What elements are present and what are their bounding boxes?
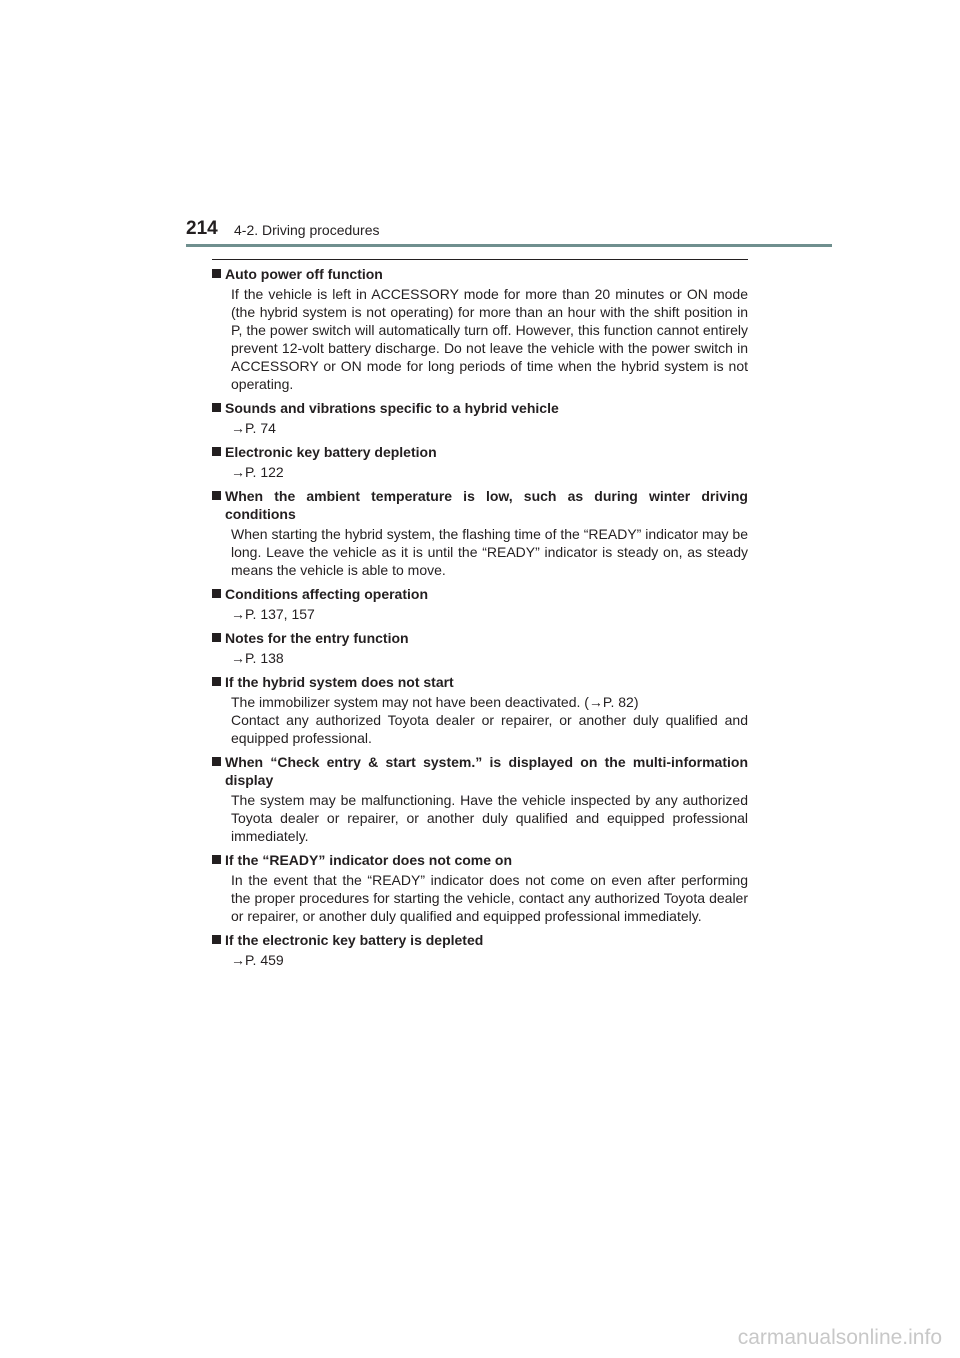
item-heading: When the ambient temperature is low, such as during winter driving conditions xyxy=(225,488,748,522)
item-auto-power-off xyxy=(212,265,748,393)
item-entry-function-notes xyxy=(212,629,748,667)
page-header xyxy=(186,218,836,244)
item-low-temperature xyxy=(212,487,748,579)
square-bullet-icon xyxy=(212,447,221,456)
page-number: 214 xyxy=(186,218,218,239)
square-bullet-icon xyxy=(212,491,221,500)
item-sounds-vibrations xyxy=(212,399,748,437)
square-bullet-icon xyxy=(212,935,221,944)
page-reference-link[interactable]: →P. 74 xyxy=(231,420,276,436)
square-bullet-icon xyxy=(212,757,221,766)
item-body: Contact any authorized Toyota dealer or repairer, or another duly qualified and equipped professional. xyxy=(231,712,748,746)
content-top-rule xyxy=(212,259,748,260)
page-reference-link[interactable]: →P. 122 xyxy=(231,464,284,480)
item-heading: If the “READY” indicator does not come on xyxy=(225,852,513,868)
item-body: If the vehicle is left in ACCESSORY mode for more than 20 minutes or ON mode (the hybrid system is not operating) for more than an hour with the shift position in P, the power switch will automatically turn off. However, this function cannot entirely prevent 12-volt battery discharge. Do not leave the vehicle with the power switch in ACCESSORY or ON mode for long periods of time when the hybrid system is not operating. xyxy=(231,286,748,392)
item-check-entry-start-system xyxy=(212,753,748,845)
item-body: The immobilizer system may not have been deactivated. (→P. 82) xyxy=(231,694,639,710)
item-key-battery-depleted xyxy=(212,931,748,969)
item-body: When starting the hybrid system, the flashing time of the “READY” indicator may be long. Leave the vehicle as it is until the “READY” indicator is steady on, as steady means the vehicle is able to move. xyxy=(231,526,748,578)
square-bullet-icon xyxy=(212,403,221,412)
item-heading: Notes for the entry function xyxy=(225,630,409,646)
item-body: In the event that the “READY” indicator does not come on even after performing the proper procedures for starting the vehicle, contact any authorized Toyota dealer or repairer, or another duly qualified and equipped professional immediately. xyxy=(231,872,748,924)
item-key-battery-depletion xyxy=(212,443,748,481)
item-heading: If the hybrid system does not start xyxy=(225,674,454,690)
square-bullet-icon xyxy=(212,589,221,598)
item-heading: Conditions affecting operation xyxy=(225,586,428,602)
square-bullet-icon xyxy=(212,633,221,642)
item-heading: Electronic key battery depletion xyxy=(225,444,437,460)
square-bullet-icon xyxy=(212,269,221,278)
item-ready-indicator xyxy=(212,851,748,925)
item-heading: If the electronic key battery is depleted xyxy=(225,932,484,948)
square-bullet-icon xyxy=(212,855,221,864)
section-title: 4-2. Driving procedures xyxy=(234,222,380,238)
item-heading: Sounds and vibrations specific to a hybrid vehicle xyxy=(225,400,559,416)
item-heading: When “Check entry & start system.” is displayed on the multi-information display xyxy=(225,754,748,788)
watermark: carmanualsonline.info xyxy=(737,1326,942,1349)
item-heading: Auto power off function xyxy=(225,266,383,282)
content xyxy=(212,265,748,975)
page-reference-link[interactable]: →P. 459 xyxy=(231,952,284,968)
square-bullet-icon xyxy=(212,677,221,686)
page-reference-link[interactable]: →P. 137, 157 xyxy=(231,606,315,622)
header-rule xyxy=(186,244,832,247)
item-body: The system may be malfunctioning. Have the vehicle inspected by any authorized Toyota dealer or repairer, or another duly qualified and equipped professional immediately. xyxy=(231,792,748,844)
item-hybrid-does-not-start xyxy=(212,673,748,747)
item-conditions-affecting-operation xyxy=(212,585,748,623)
page-reference-link[interactable]: →P. 138 xyxy=(231,650,284,666)
